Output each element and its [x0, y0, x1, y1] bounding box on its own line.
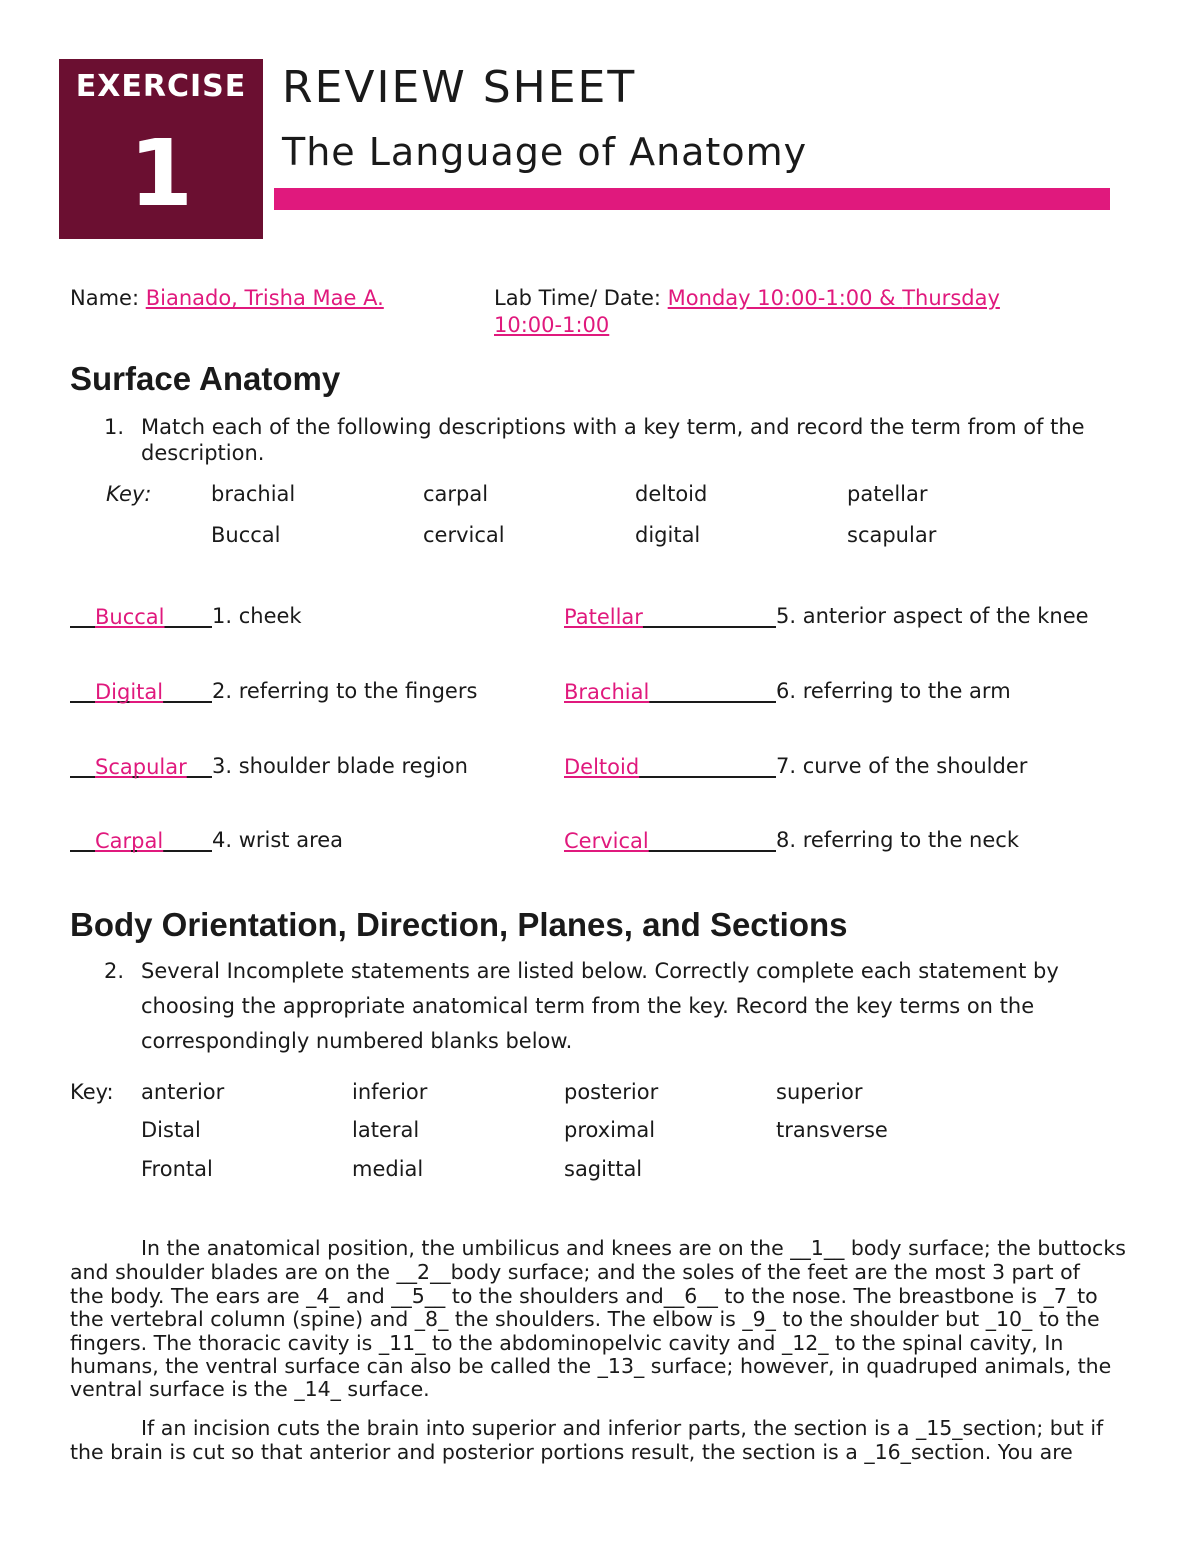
answer-desc: 8. referring to the neck — [776, 828, 1019, 852]
key-term: deltoid — [635, 482, 708, 506]
question-1-line-2: description. — [141, 441, 265, 465]
para-text: and shoulder blades are on the — [70, 1260, 397, 1284]
page-subtitle: The Language of Anatomy — [282, 130, 808, 174]
name-label: Name: — [70, 286, 146, 310]
key-term: medial — [352, 1157, 424, 1181]
key-term: cervical — [423, 523, 505, 547]
blank-11: _11_ — [378, 1331, 426, 1355]
para-text: humans, the ventral surface can also be called the — [70, 1354, 598, 1378]
para1-line-7 — [70, 1376, 430, 1403]
para2-line-2 — [70, 1439, 1073, 1466]
para-text: to — [1077, 1284, 1098, 1308]
name-value: Bianado, Trisha Mae A. — [145, 286, 384, 310]
para-text: body surface; the buttocks — [844, 1236, 1126, 1260]
answer-row-3 — [70, 752, 468, 778]
blank-15: _15_ — [915, 1416, 963, 1440]
blank-9: _9_ — [742, 1307, 776, 1331]
key-term: carpal — [423, 482, 489, 506]
answer-desc: 6. referring to the arm — [776, 679, 1011, 703]
answer-row-5 — [564, 602, 1089, 628]
exercise-number: 1 — [128, 120, 193, 227]
para-text: the brain is cut so that anterior and posterior portions result, the section is a — [70, 1440, 865, 1464]
blank-16: _16_ — [864, 1440, 911, 1464]
question-1-number: 1. — [104, 415, 125, 439]
key-term: Frontal — [141, 1157, 213, 1181]
para-text: surface; however, in quadruped animals, the — [644, 1354, 1112, 1378]
key-term: brachial — [211, 482, 296, 506]
para-text: to the spinal cavity, In — [828, 1331, 1064, 1355]
question-1-line-1: Match each of the following descriptions with a key term, and record the term from of the — [141, 415, 1085, 439]
para-text: the vertebral column (spine) and — [70, 1307, 415, 1331]
page-title: REVIEW SHEET — [282, 62, 637, 113]
lab-label: Lab Time/ Date: — [494, 286, 668, 310]
para-text: the body. The ears are — [70, 1284, 307, 1308]
key-term: digital — [635, 523, 701, 547]
blank-2: __2__ — [396, 1260, 451, 1284]
answer-value: Cervical — [564, 829, 649, 853]
key-term: patellar — [847, 482, 928, 506]
key-term: scapular — [847, 523, 937, 547]
answer-value: Scapular — [95, 755, 187, 779]
answer-row-6 — [564, 677, 1011, 703]
para-text: and — [339, 1284, 392, 1308]
para-text: section; but if — [962, 1416, 1104, 1440]
answer-desc: 1. cheek — [212, 604, 302, 628]
key-term: posterior — [564, 1080, 659, 1104]
key-term: Distal — [141, 1118, 201, 1142]
answer-value: Patellar — [564, 605, 643, 629]
blank-10: _10_ — [985, 1307, 1033, 1331]
para-text: to the — [1032, 1307, 1100, 1331]
key-term: Buccal — [211, 523, 281, 547]
blank-4: _4_ — [306, 1284, 340, 1308]
para-text: part of — [1005, 1260, 1080, 1284]
answer-desc: 7. curve of the shoulder — [776, 754, 1028, 778]
question-2-line-3: correspondingly numbered blanks below. — [141, 1029, 573, 1053]
answer-row-7 — [564, 752, 1027, 778]
exercise-label: EXERCISE — [75, 69, 247, 104]
key-term: sagittal — [564, 1157, 643, 1181]
answer-desc: 4. wrist area — [212, 828, 344, 852]
answer-value: Digital — [95, 680, 164, 704]
key-term: superior — [776, 1080, 863, 1104]
para1-line-4 — [70, 1306, 1100, 1333]
para1-line-2 — [70, 1259, 1080, 1286]
key-term: transverse — [776, 1118, 888, 1142]
lab-value-1: Monday 10:00-1:00 & — [667, 286, 903, 310]
blank-3: 3 — [991, 1260, 1006, 1284]
para-text: surface. — [340, 1377, 430, 1401]
section-heading-orientation: Body Orientation, Direction, Planes, and Sections — [70, 906, 848, 943]
question-2-number: 2. — [104, 959, 125, 983]
para-text: body surface; and the soles of the feet are the most — [450, 1260, 992, 1284]
answer-desc: 5. anterior aspect of the knee — [776, 604, 1089, 628]
question-2-line-1: Several Incomplete statements are listed below. Correctly complete each statement by — [141, 959, 1059, 983]
para-text: to the shoulder but — [775, 1307, 986, 1331]
key-term: lateral — [352, 1118, 420, 1142]
answer-value: Carpal — [95, 829, 164, 853]
answer-desc: 2. referring to the fingers — [212, 679, 478, 703]
para2-line-1 — [141, 1415, 1103, 1442]
accent-bar — [274, 188, 1110, 210]
lab-value-2: 10:00-1:00 — [494, 313, 610, 337]
answer-row-8 — [564, 826, 1019, 852]
para-text: fingers. The thoracic cavity is — [70, 1331, 379, 1355]
blank-14: _14_ — [294, 1377, 341, 1401]
key-label-1: Key: — [106, 482, 152, 506]
answer-row-4 — [70, 826, 343, 852]
blank-7: _7_ — [1043, 1284, 1078, 1308]
answer-value: Buccal — [95, 605, 165, 629]
para-text: to the abdominopelvic cavity and — [425, 1331, 782, 1355]
answer-desc: 3. shoulder blade region — [212, 754, 468, 778]
para-text: If an incision cuts the brain into superior and inferior parts, the section is a — [141, 1416, 916, 1440]
key-term: inferior — [352, 1080, 428, 1104]
question-2-line-2: choosing the appropriate anatomical term from the key. Record the key terms on the — [141, 994, 1035, 1018]
name-line — [70, 285, 384, 312]
blank-13: _13_ — [597, 1354, 645, 1378]
blank-1: __1__ — [790, 1236, 845, 1260]
para-text: to the nose. The breastbone is — [717, 1284, 1044, 1308]
blank-12: _12_ — [781, 1331, 829, 1355]
section-heading-surface: Surface Anatomy — [70, 360, 341, 397]
para-text: ventral surface is the — [70, 1377, 295, 1401]
blank-6: __6__ — [663, 1284, 718, 1308]
key-term: anterior — [141, 1080, 225, 1104]
para-text: section. You are — [910, 1440, 1073, 1464]
answer-row-2 — [70, 677, 477, 703]
exercise-box — [59, 59, 263, 239]
answer-row-1 — [70, 602, 302, 628]
blank-5: __5__ — [391, 1284, 446, 1308]
para-text: In the anatomical position, the umbilicus and knees are on the — [141, 1236, 791, 1260]
para-text: to the shoulders and — [445, 1284, 664, 1308]
blank-8: _8_ — [414, 1307, 449, 1331]
lab-line — [494, 285, 1000, 312]
key-term: proximal — [564, 1118, 656, 1142]
key-label-2: Key: — [70, 1080, 114, 1104]
lab-value-1b: Thursday — [902, 286, 1000, 310]
answer-value: Brachial — [564, 680, 650, 704]
answer-value: Deltoid — [564, 755, 640, 779]
para1-line-1 — [141, 1235, 1126, 1262]
para-text: the shoulders. The elbow is — [448, 1307, 743, 1331]
